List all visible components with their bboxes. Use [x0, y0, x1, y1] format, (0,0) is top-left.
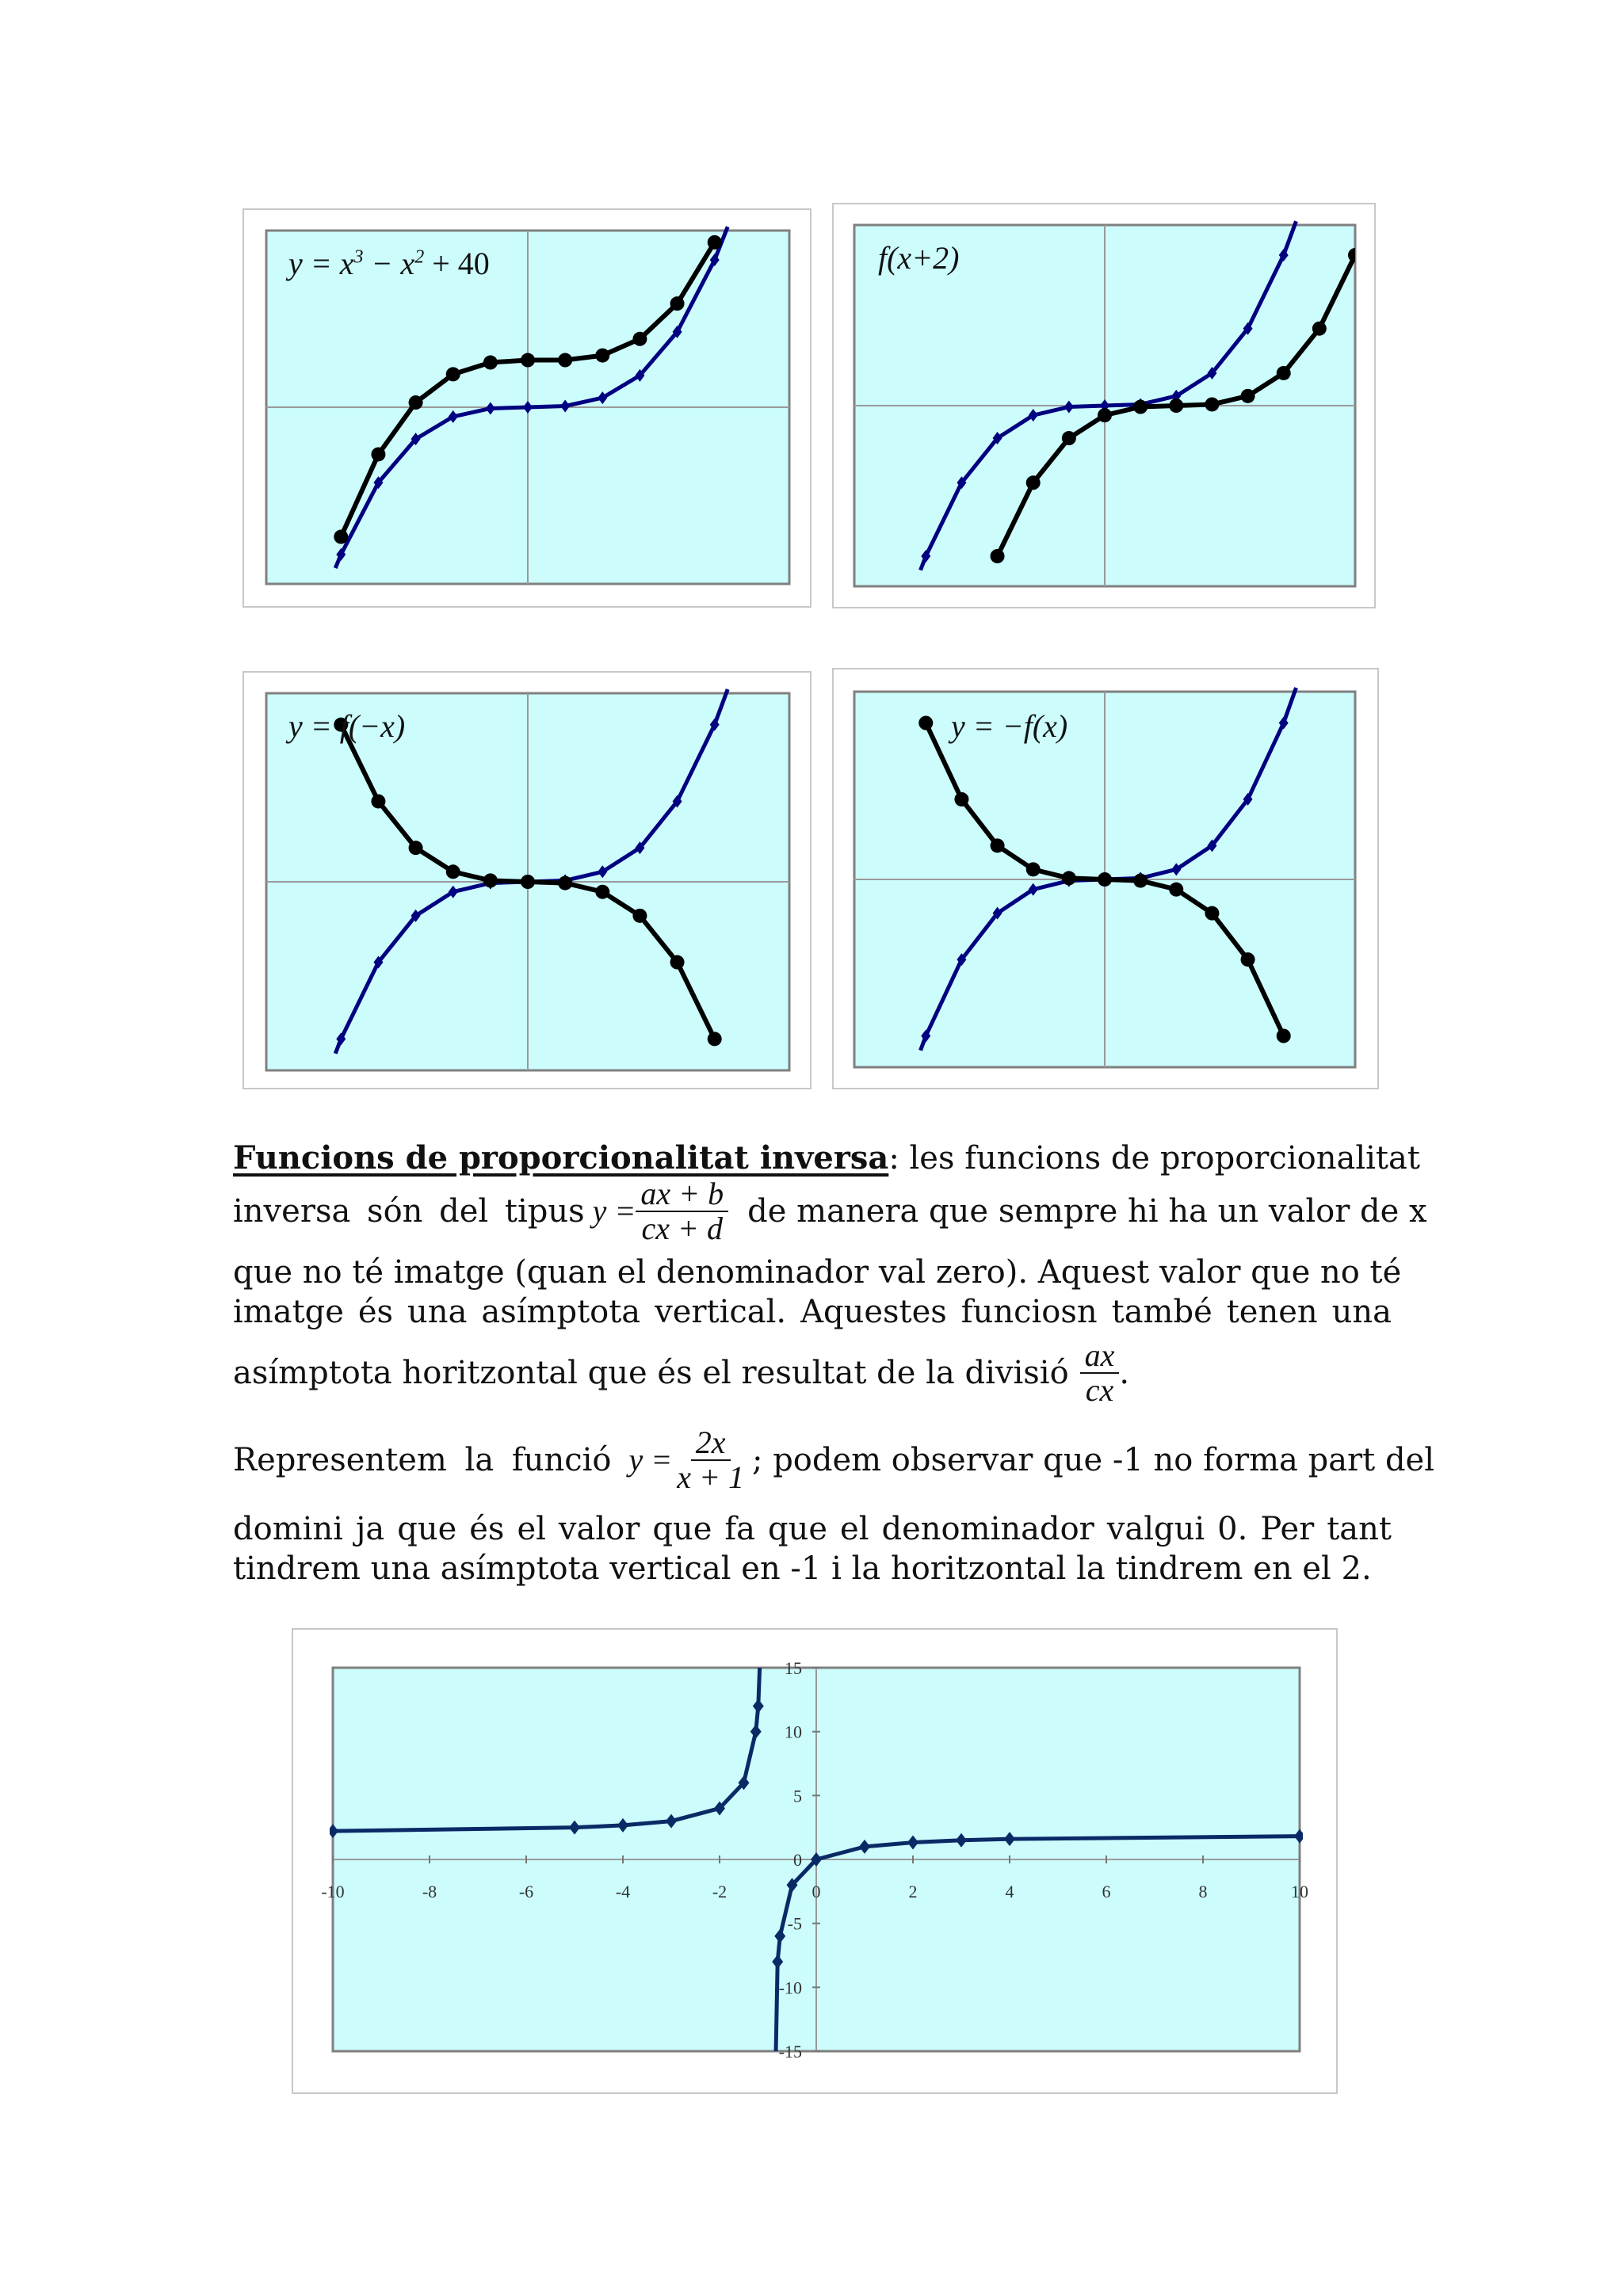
- series-1-point: [558, 353, 572, 368]
- y-tick-label: -10: [778, 1978, 802, 1998]
- p1-line-2: inversa són del tipus y = $\frac{ax + b}{cx + d}$ de manera que sempre hi ha un valor de x: [233, 1176, 1427, 1246]
- y-tick-label: 5: [793, 1786, 802, 1806]
- p1-line-4: imatge és una asímptota vertical. Aquestes funciosn també tenen una: [233, 1294, 1392, 1330]
- series-1-point: [632, 909, 647, 923]
- formula-fraction-2: $\frac{ax}{cx}$: [1080, 1339, 1120, 1407]
- series-1-point: [409, 841, 423, 855]
- x-tick-label: -6: [518, 1882, 534, 1901]
- p2-line-1: Representem la funció y = $\frac{2x}{x + 1}$ ; podem observar que -1 no forma part del: [233, 1425, 1435, 1495]
- chart-frame-1: [242, 208, 812, 608]
- series-1-point: [1133, 400, 1148, 414]
- series-1-point: [595, 349, 609, 363]
- series-1-point: [670, 955, 685, 970]
- series-1-point: [954, 792, 968, 807]
- series-1-point: [1277, 366, 1291, 380]
- series-1-point: [708, 235, 722, 250]
- series-1-point: [991, 838, 1005, 852]
- series-1-point: [446, 864, 460, 879]
- series-1-point: [409, 395, 423, 410]
- x-tick-label: 0: [812, 1882, 821, 1901]
- formula-fraction-1: $\frac{ax + b}{cx + d}$: [636, 1177, 728, 1245]
- x-tick-label: -4: [615, 1882, 631, 1901]
- y-tick-label: 10: [785, 1722, 802, 1742]
- series-1-point: [1026, 475, 1041, 490]
- x-tick-label: -10: [321, 1882, 345, 1901]
- series-1-point: [708, 1032, 722, 1046]
- series-1-point: [1062, 431, 1076, 445]
- series-1-point: [1133, 874, 1148, 888]
- series-1-point: [1098, 872, 1112, 887]
- paragraph-2: [233, 1425, 1435, 1600]
- series-1-point: [1241, 952, 1255, 967]
- series-1-point: [1026, 862, 1041, 876]
- chart-frame-2: [832, 203, 1376, 608]
- series-1-point: [483, 873, 498, 887]
- p2-line-2: domini ja que és el valor que fa que el denominador valgui 0. Per tant: [233, 1511, 1392, 1547]
- series-1-point: [1277, 1029, 1291, 1043]
- series-1-point: [334, 530, 348, 544]
- series-1-point: [991, 549, 1005, 563]
- series-1-point: [1205, 397, 1219, 411]
- series-1-point: [558, 876, 572, 891]
- chart-4-svg: [834, 669, 1377, 1088]
- y-tick-label: 15: [785, 1658, 802, 1678]
- series-1-point: [1169, 399, 1183, 413]
- chart-3-label: y = f(−x): [288, 708, 406, 744]
- series-1-point: [521, 353, 535, 368]
- series-1-point: [1169, 883, 1183, 897]
- series-1-point: [521, 875, 535, 889]
- formula-fraction-3: $\frac{2x}{x + 1}$: [677, 1425, 744, 1495]
- x-tick-label: 2: [908, 1882, 918, 1901]
- p2-line-3: tindrem una asímptota vertical en -1 i la horitzontal la tindrem en el 2.: [233, 1550, 1372, 1587]
- chart-1-label: $y = x^3 - x^2 + 40$: [288, 246, 490, 281]
- paragraph-1: [233, 1138, 1427, 1439]
- series-1-point: [595, 885, 609, 899]
- series-1-point: [632, 332, 647, 346]
- series-1-point: [1241, 389, 1255, 403]
- x-tick-label: -8: [422, 1882, 437, 1901]
- chart-2-label: f(x+2): [878, 240, 960, 276]
- chart-4-label: y = −f(x): [951, 708, 1068, 744]
- big-chart-svg: [293, 1630, 1336, 2092]
- big-chart-frame: [292, 1628, 1338, 2094]
- y-tick-label: -5: [787, 1913, 802, 1934]
- x-tick-label: 10: [1291, 1882, 1308, 1901]
- chart-frame-4: [832, 668, 1379, 1089]
- p1-line-3: que no té imatge (quan el denominador val zero). Aquest valor que no té: [233, 1254, 1402, 1291]
- chart-frame-3: [242, 671, 812, 1089]
- series-1-point: [918, 716, 933, 730]
- series-1-point: [371, 794, 385, 808]
- x-tick-label: -2: [712, 1882, 727, 1901]
- p1-line-5: asímptota horitzontal que és el resultat de la divisió $\frac{ax}{cx}$ .: [233, 1337, 1130, 1408]
- series-1-point: [670, 296, 685, 311]
- series-1-point: [483, 356, 498, 370]
- y-tick-label: 0: [793, 1850, 802, 1870]
- series-1-point: [1062, 871, 1076, 885]
- series-1-point: [1348, 248, 1362, 262]
- x-tick-label: 4: [1005, 1882, 1014, 1901]
- x-tick-label: 6: [1102, 1882, 1111, 1901]
- x-tick-label: 8: [1198, 1882, 1208, 1901]
- series-1-point: [1205, 906, 1219, 921]
- series-1-point: [1312, 322, 1327, 336]
- section-heading: Funcions de proporcionalitat inversa: [233, 1139, 889, 1177]
- p1-line-1: Funcions de proporcionalitat inversa: les funcions de proporcionalitat: [233, 1139, 1420, 1177]
- y-tick-label: -15: [778, 2042, 802, 2061]
- series-1-point: [371, 447, 385, 461]
- series-1-point: [446, 367, 460, 381]
- series-1-point: [1098, 408, 1112, 422]
